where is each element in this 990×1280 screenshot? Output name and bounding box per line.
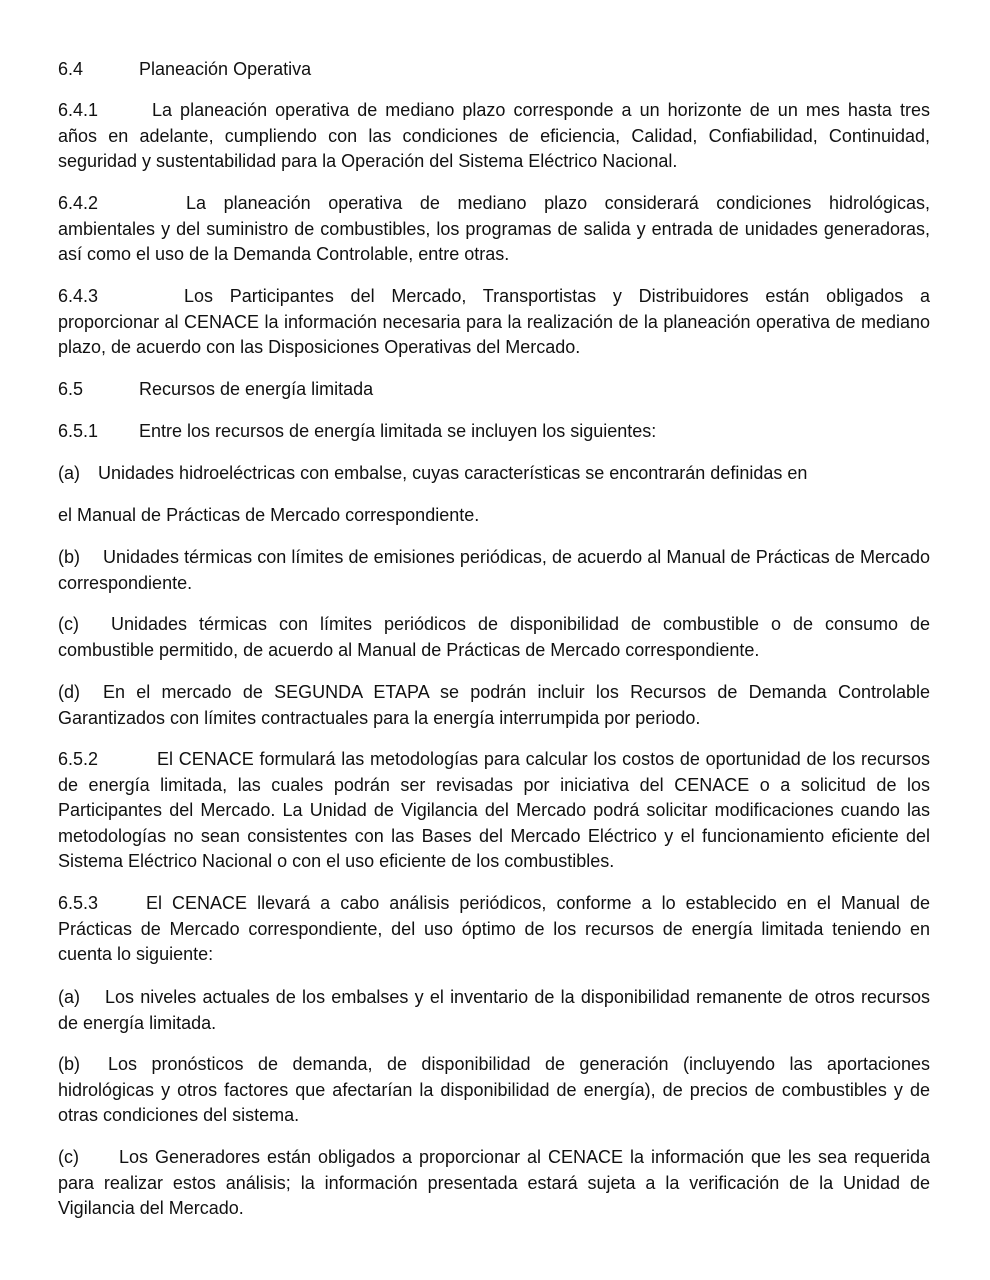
paragraph-text: La planeación operativa de mediano plazo considerará condiciones hidrológicas, ambientales y del suministro de combustibles, los programas de salida y entrada de unidades generadoras, así como el uso de la Demanda Controlable, entre otras. bbox=[58, 193, 930, 265]
list-text: el Manual de Prácticas de Mercado correspondiente. bbox=[58, 505, 480, 525]
paragraph-6-5-3 bbox=[58, 891, 930, 968]
list-text: Unidades térmicas con límites periódicos de disponibilidad de combustible o de consumo de combustible permitido, de acuerdo al Manual de Prácticas de Mercado correspondiente. bbox=[58, 614, 930, 660]
list-item-d bbox=[58, 680, 930, 731]
list-marker: (c) bbox=[58, 1147, 79, 1167]
list-item-a-continued bbox=[58, 503, 930, 529]
list-text: Los pronósticos de demanda, de disponibilidad de generación (incluyendo las aportaciones hidrológicas y otros factores que afectarían la disponibilidad de energía), de precios de combustibles y de otras condiciones del sistema. bbox=[58, 1054, 930, 1126]
section-title: Recursos de energía limitada bbox=[139, 379, 374, 399]
list-marker: (d) bbox=[58, 682, 80, 702]
section-number: 6.4 bbox=[58, 59, 84, 79]
paragraph-text: El CENACE formulará las metodologías para calcular los costos de oportunidad de los recursos de energía limitada, las cuales podrán ser revisadas por iniciativa del CENACE o a solicitud de los Participantes del Mercado. La Unidad de Vigilancia del Mercado podrá solicitar modificaciones cuando las metodologías no sean consistentes con las Bases del Mercado Eléctrico y el funcionamiento eficiente del Sistema Eléctrico Nacional o con el uso eficiente de los combustibles. bbox=[58, 749, 930, 872]
paragraph-6-4-3 bbox=[58, 284, 930, 361]
paragraph-number: 6.4.2 bbox=[58, 193, 99, 213]
paragraph-6-5-1 bbox=[58, 419, 930, 445]
section-title: Planeación Operativa bbox=[139, 59, 312, 79]
paragraph-number: 6.5.2 bbox=[58, 749, 99, 769]
list-text: Los Generadores están obligados a proporcionar al CENACE la información que les sea requerida para realizar estos análisis; la información presentada estará sujeta a la verificación de la Unidad de Vigilancia del Mercado. bbox=[58, 1147, 930, 1219]
paragraph-text: Entre los recursos de energía limitada se incluyen los siguientes: bbox=[139, 421, 657, 441]
list-text: En el mercado de SEGUNDA ETAPA se podrán incluir los Recursos de Demanda Controlable Garantizados con límites contractuales para la energía interrumpida por periodo. bbox=[58, 682, 930, 728]
paragraph-6-5-2 bbox=[58, 747, 930, 875]
list-item-a bbox=[58, 461, 930, 487]
list-marker: (b) bbox=[58, 547, 80, 567]
paragraph-6-4-1 bbox=[58, 98, 930, 175]
list-item-c-2 bbox=[58, 1145, 930, 1222]
list-marker: (a) bbox=[58, 463, 80, 483]
paragraph-text: El CENACE llevará a cabo análisis periódicos, conforme a lo establecido en el Manual de Prácticas de Mercado correspondiente, del uso óptimo de los recursos de energía limitada teniendo en cuenta lo siguiente: bbox=[58, 893, 930, 965]
paragraph-text: La planeación operativa de mediano plazo corresponde a un horizonte de un mes hasta tres años en adelante, cumpliendo con las condiciones de eficiencia, Calidad, Confiabilidad, Continuidad, seguridad y sustentabilidad para la Operación del Sistema Eléctrico Nacional. bbox=[58, 100, 930, 172]
section-heading-6-4 bbox=[58, 57, 930, 83]
section-heading-6-5 bbox=[58, 377, 930, 403]
section-number: 6.5 bbox=[58, 379, 84, 399]
list-item-c bbox=[58, 612, 930, 663]
paragraph-text: Los Participantes del Mercado, Transportistas y Distribuidores están obligados a proporcionar al CENACE la información necesaria para la realización de la planeación operativa de mediano plazo, de acuerdo con las Disposiciones Operativas del Mercado. bbox=[58, 286, 930, 358]
paragraph-number: 6.5.1 bbox=[58, 421, 99, 441]
paragraph-number: 6.4.1 bbox=[58, 100, 99, 120]
list-item-b-2 bbox=[58, 1052, 930, 1129]
paragraph-6-4-2 bbox=[58, 191, 930, 268]
list-item-a-2 bbox=[58, 985, 930, 1036]
list-marker: (b) bbox=[58, 1054, 80, 1074]
list-marker: (c) bbox=[58, 614, 79, 634]
list-text: Los niveles actuales de los embalses y el inventario de la disponibilidad remanente de otros recursos de energía limitada. bbox=[58, 987, 930, 1033]
list-text: Unidades térmicas con límites de emisiones periódicas, de acuerdo al Manual de Prácticas de Mercado correspondiente. bbox=[58, 547, 930, 593]
list-text: Unidades hidroeléctricas con embalse, cuyas características se encontrarán definidas en bbox=[98, 463, 808, 483]
paragraph-number: 6.4.3 bbox=[58, 286, 99, 306]
list-marker: (a) bbox=[58, 987, 80, 1007]
list-item-b bbox=[58, 545, 930, 596]
paragraph-number: 6.5.3 bbox=[58, 893, 99, 913]
